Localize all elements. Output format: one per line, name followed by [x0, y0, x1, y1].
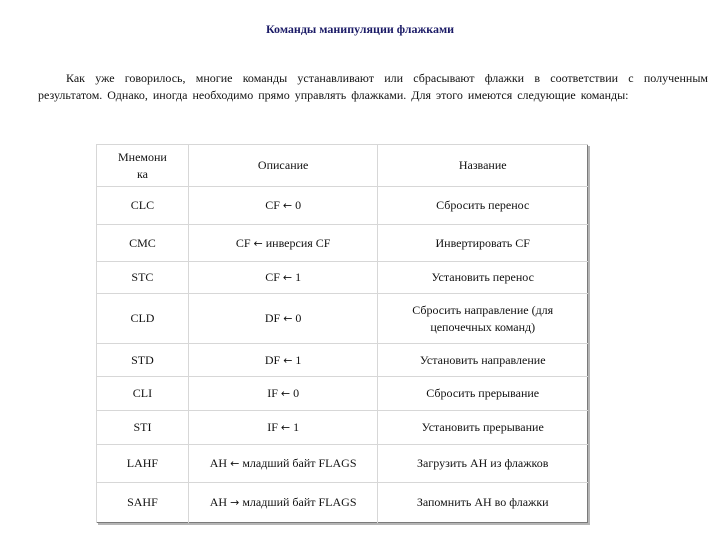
cell-mnemonic: CLC	[97, 187, 189, 225]
arrow-left-icon: ←	[280, 421, 291, 434]
cell-name: Сбросить перенос	[378, 187, 588, 225]
cell-name: Сбросить направление (для цепочечных команд)	[378, 294, 588, 344]
intro-paragraph	[38, 70, 708, 104]
arrow-left-icon: ←	[283, 312, 293, 325]
cell-name: Загрузить AH из флажков	[378, 445, 588, 483]
cell-mnemonic: LAHF	[97, 445, 189, 483]
arrow-left-icon: ←	[282, 199, 293, 212]
table-row	[97, 187, 588, 225]
cell-description: CF ← инверсия CF	[188, 225, 378, 262]
arrow-right-icon: →	[230, 496, 240, 509]
cell-mnemonic: CMC	[97, 225, 189, 262]
header-name: Название	[378, 145, 588, 187]
arrow-left-icon: ←	[280, 387, 291, 400]
table-row	[97, 225, 588, 262]
cell-description: IF ← 1	[188, 411, 378, 445]
cell-mnemonic: STD	[97, 344, 189, 377]
flags-table	[96, 144, 588, 523]
cell-mnemonic: STC	[97, 262, 189, 294]
table-row	[97, 445, 588, 483]
cell-name: Установить прерывание	[378, 411, 588, 445]
cell-mnemonic: CLI	[97, 377, 189, 411]
cell-description: DF ← 0	[188, 294, 378, 344]
arrow-left-icon: ←	[283, 353, 293, 367]
table-row	[97, 411, 588, 445]
table-row	[97, 483, 588, 523]
table-row	[97, 377, 588, 411]
header-description: Описание	[188, 145, 378, 187]
table-row	[97, 294, 588, 344]
table-row	[97, 262, 588, 294]
cell-description: DF ← 1	[188, 344, 378, 377]
cell-name: Установить направление	[378, 344, 588, 377]
page-title: Команды манипуляции флажками	[265, 22, 455, 36]
cell-mnemonic: STI	[97, 411, 189, 445]
cell-description: AH ← младший байт FLAGS	[188, 445, 378, 483]
cell-name: Инвертировать CF	[378, 225, 588, 262]
arrow-left-icon: ←	[253, 236, 263, 250]
cell-description: IF ← 0	[188, 377, 378, 411]
header-mnemonic: Мнемони ка	[97, 145, 189, 187]
arrow-left-icon: ←	[282, 271, 293, 284]
cell-mnemonic: CLD	[97, 294, 189, 344]
cell-description: CF ← 0	[188, 187, 378, 225]
table-row	[97, 344, 588, 377]
cell-mnemonic: SAHF	[97, 483, 189, 523]
cell-description: CF ← 1	[188, 262, 378, 294]
table-header-row	[97, 145, 588, 187]
intro-text: Как уже говорилось, многие команды устанавливают или сбрасывают флажки в соответствии с полученным результатом. Однако, иногда необходимо прямо управлять флажками. Для этого имеются следующие команды:	[38, 71, 708, 102]
cell-description: AH → младший байт FLAGS	[188, 483, 378, 523]
cell-name: Сбросить прерывание	[378, 377, 588, 411]
cell-name: Установить перенос	[378, 262, 588, 294]
arrow-left-icon: ←	[230, 457, 240, 470]
cell-name: Запомнить AH во флажки	[378, 483, 588, 523]
